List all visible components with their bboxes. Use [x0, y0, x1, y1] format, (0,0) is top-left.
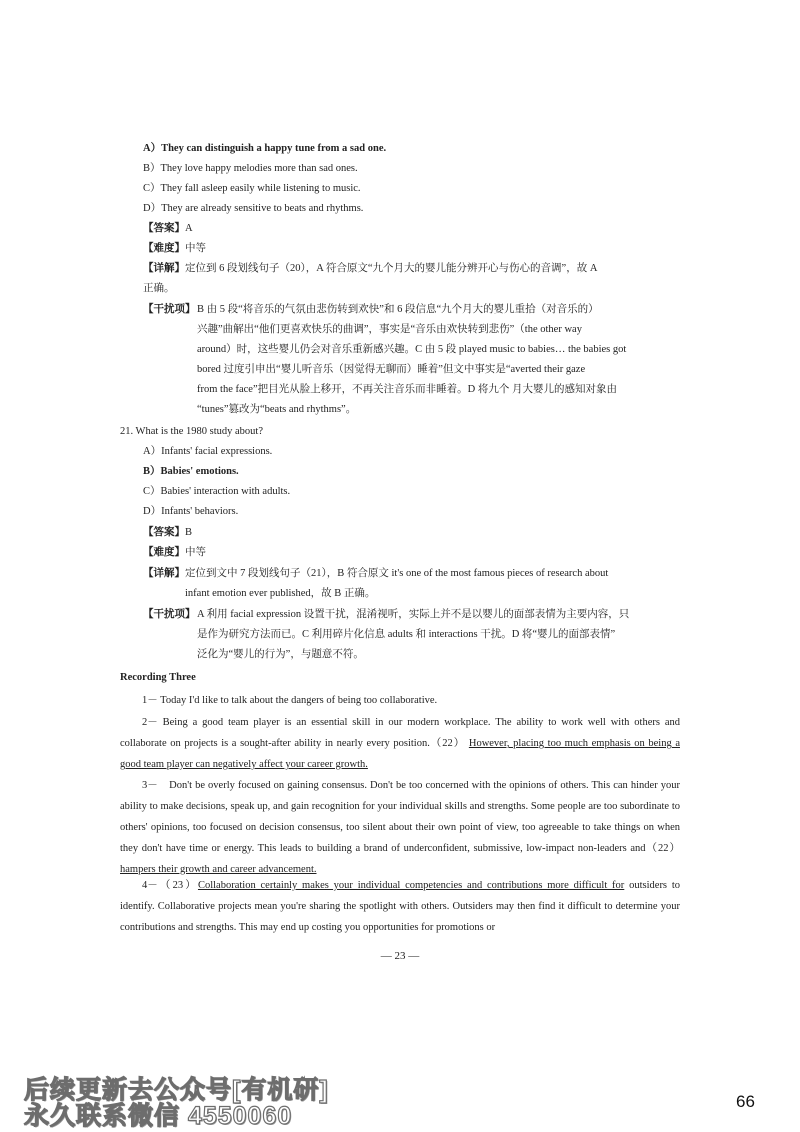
underlined-sentence: Collaboration certainly makes your individual competencies and contributions more difficult for — [197, 880, 625, 891]
q20-option-a: A）They can distinguish a happy tune from a sad one. — [143, 143, 387, 154]
distractor-line: around）时，这些婴儿仍会对音乐重新感兴趣。C 由 5 段 played music to babies… the babies got — [197, 344, 627, 355]
q20-answer — [143, 219, 193, 239]
q20-difficulty — [143, 239, 206, 259]
page-number: 66 — [736, 1092, 755, 1111]
q21-question: 21. What is the 1980 study about? — [120, 426, 263, 437]
paragraph-text — [120, 875, 680, 938]
section-heading: Recording Three — [120, 672, 196, 683]
distractor-line: B 由 5 段“将音乐的气氛由悲伤转到欢快”和 6 段信息“九个月大的婴儿重拾（对音乐的） — [197, 304, 599, 315]
distractor-label: 【干扰项】 — [143, 609, 196, 620]
answer-value: B — [185, 527, 193, 538]
q21-distractor — [143, 605, 680, 665]
detail-line: 定位到 6 段划线句子（20），A 符合原文“九个月大的婴儿能分辨开心与伤心的音调”，故 A — [185, 263, 598, 274]
q21-option-c: C）Babies' interaction with adults. — [143, 486, 291, 497]
recording-paragraph-3 — [120, 775, 680, 880]
q21-option-d: D）Infants' behaviors. — [143, 506, 239, 517]
distractor-text — [197, 605, 680, 665]
q20-detail — [143, 259, 680, 299]
answer-value: A — [185, 223, 193, 234]
distractor-line: 泛化为“婴儿的行为”，与题意不符。 — [197, 649, 364, 660]
q21-answer — [143, 523, 192, 543]
distractor-line: from the face”把目光从脸上移开，不再关注音乐而非睡着。D 将九个 月大婴儿的感知对象由 — [197, 384, 617, 395]
distractor-line: “tunes”篡改为“beats and rhythms”。 — [197, 404, 357, 415]
paragraph-body: 3－ Don't be overly focused on gaining consensus. Don't be too concerned with the opinions of others. This can hinder your ability to make decisions, speak up, and gain recognition for your individual skills and strengths. Some people are too subordinate to others' opinions, too focused on decision consensus, too silent about their own point of view, too agreeable to take things on when they don't have time or energy. This leads to building a brand of underconfident, submissive, low-impact non-leaders and（22） — [120, 780, 680, 854]
q20-option-b: B）They love happy melodies more than sad ones. — [143, 163, 358, 174]
distractor-line: A 利用 facial expression 设置干扰，混淆视听，实际上并不是以婴儿的面部表情为主要内容，只 — [197, 609, 630, 620]
detail-line: infant emotion ever published，故 B 正确。 — [185, 588, 376, 599]
detail-line: 正确。 — [143, 283, 175, 294]
difficulty-value: 中等 — [185, 547, 206, 558]
distractor-line: 兴趣”曲解出“他们更喜欢快乐的曲调”，事实是“音乐由欢快转到悲伤”（the other way — [197, 324, 582, 335]
q21-difficulty — [143, 543, 206, 563]
q20-option-c: C）They fall asleep easily while listening to music. — [143, 183, 361, 194]
q20-option-d: D）They are already sensitive to beats and rhythms. — [143, 203, 364, 214]
paragraph-body: 2－ Being a good team player is an essential skill in our modern workplace. The ability to work well with others and collaborate on projects is a sought-after ability in nearly every position.（22） — [120, 717, 680, 749]
recording-paragraph-1 — [120, 691, 680, 711]
watermark-line-1: 后续更新去公众号[有机研] — [24, 1076, 329, 1104]
underlined-sentence: hampers their growth and career advancement. — [120, 864, 317, 875]
difficulty-value: 中等 — [185, 243, 206, 254]
watermark-line-2: 永久联系微信 4550060 — [24, 1102, 293, 1130]
distractor-line: 是作为研究方法而已。C 利用碎片化信息 adults 和 interactions 干扰。D 将“婴儿的面部表情” — [197, 629, 616, 640]
difficulty-label: 【难度】 — [143, 547, 185, 558]
distractor-text — [197, 300, 680, 420]
detail-label: 【详解】 — [143, 263, 185, 274]
detail-text — [185, 564, 680, 604]
q21-detail — [143, 564, 680, 604]
distractor-line: bored 过度引申出“婴儿听音乐（因觉得无聊而）睡着”但文中事实是“averted their gaze — [197, 364, 586, 375]
paragraph-text — [120, 712, 680, 775]
distractor-label: 【干扰项】 — [143, 304, 196, 315]
difficulty-label: 【难度】 — [143, 243, 185, 254]
detail-label: 【详解】 — [143, 568, 185, 579]
recording-paragraph-4 — [120, 875, 680, 938]
paragraph-text — [120, 775, 680, 880]
paragraph-body: 4－（23） — [142, 880, 198, 891]
q20-distractor — [143, 300, 680, 420]
answer-label: 【答案】 — [143, 223, 185, 234]
answer-label: 【答案】 — [143, 527, 185, 538]
q21-option-b: B）Babies' emotions. — [143, 466, 239, 477]
underlined-sentence: However, placing too much emphasis on being a good team player can negatively affect your career growth. — [120, 738, 680, 770]
page-footer-number: — 23 — — [380, 950, 420, 962]
detail-line: 定位到文中 7 段划线句子（21），B 符合原文 it's one of the most famous pieces of research about — [185, 568, 609, 579]
paragraph-text: 1－ Today I'd like to talk about the dangers of being too collaborative. — [142, 695, 438, 706]
paragraph-body: outsiders to identify. Collaborative projects mean you're sharing the spotlight with others. Outsiders may then find it difficult to determine your contributions and strengths. This may end up costing you opportunities for promotions or — [120, 880, 680, 933]
recording-paragraph-2 — [120, 712, 680, 775]
q21-option-a: A）Infants' facial expressions. — [143, 446, 273, 457]
